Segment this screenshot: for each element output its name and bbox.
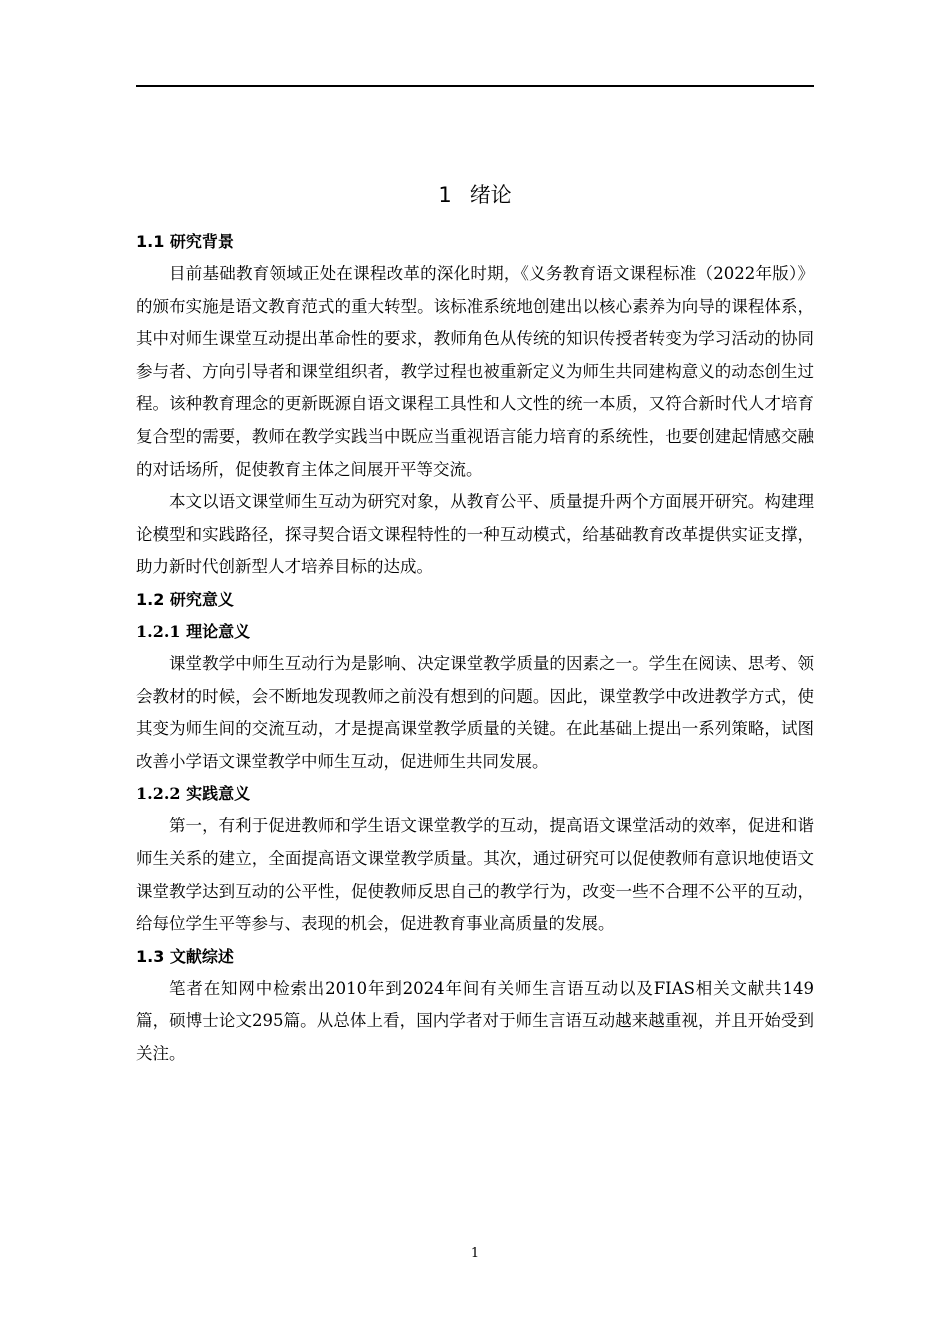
paragraph-literature: 笔者在知网中检索出2010年到2024年间有关师生言语互动以及FIAS相关文献共149篇，硕博士论文295篇。从总体上看，国内学者对于师生言语互动越来越重视，并且开始受到关注。 [136, 978, 814, 1063]
subsection-heading-theory: 1.2.1 理论意义 [136, 621, 251, 641]
paragraph-practice: 第一，有利于促进教师和学生语文课堂教学的互动，提高语文课堂活动的效率，促进和谐师生关系的建立，全面提高语文课堂教学质量。其次，通过研究可以促使教师有意识地使语文课堂教学达到互动的公平性，促使教师反思自己的教学行为，改变一些不合理不公平的互动，给每位学生平等参与、表现的机会，促进教育事业高质量的发展。 [136, 816, 814, 934]
paragraph-theory: 课堂教学中师生互动行为是影响、决定课堂教学质量的因素之一。学生在阅读、思考、领会教材的时候，会不断地发现教师之前没有想到的问题。因此，课堂教学中改进教学方式，使其变为师生间的交流互动，才是提高课堂教学质量的关键。在此基础上提出一系列策略，试图改善小学语文课堂教学中师生互动，促进师生共同发展。 [136, 653, 814, 771]
chapter-name: 绪论 [469, 183, 512, 207]
paragraph-background-1: 目前基础教育领域正处在课程改革的深化时期，《义务教育语文课程标准（2022年版）》的颁布实施是语文教育范式的重大转型。该标准系统地创建出以核心素养为向导的课程体系，其中对师生课堂互动提出革命性的要求，教师角色从传统的知识传授者转变为学习活动的协同参与者、方向引导者和课堂组织者，教学过程也被重新定义为师生共同建构意义的动态创生过程。该种教育理念的更新既源自语文课程工具性和人文性的统一本质，又符合新时代人才培育复合型的需要，教师在教学实践当中既应当重视语言能力培育的系统性，也要创建起情感交融的对话场所，促使教育主体之间展开平等交流。 [136, 264, 814, 479]
page-number: 1 [470, 1246, 480, 1261]
section-heading-background: 1.1 研究背景 [136, 232, 234, 251]
paragraph-background-2: 本文以语文课堂师生互动为研究对象，从教育公平、质量提升两个方面展开研究。构建理论模型和实践路径，探寻契合语文课程特性的一种互动模式，给基础教育改革提供实证支撑，助力新时代创新型人才培养目标的达成。 [136, 492, 814, 577]
chapter-title [136, 176, 814, 214]
subsection-heading-practice: 1.2.2 实践意义 [136, 784, 251, 804]
header-rule [136, 85, 814, 87]
section-heading-literature: 1.3 文献综述 [136, 946, 234, 966]
chapter-number: 1 [438, 183, 452, 207]
page-content [136, 176, 814, 1070]
section-heading-significance: 1.2 研究意义 [136, 589, 234, 609]
